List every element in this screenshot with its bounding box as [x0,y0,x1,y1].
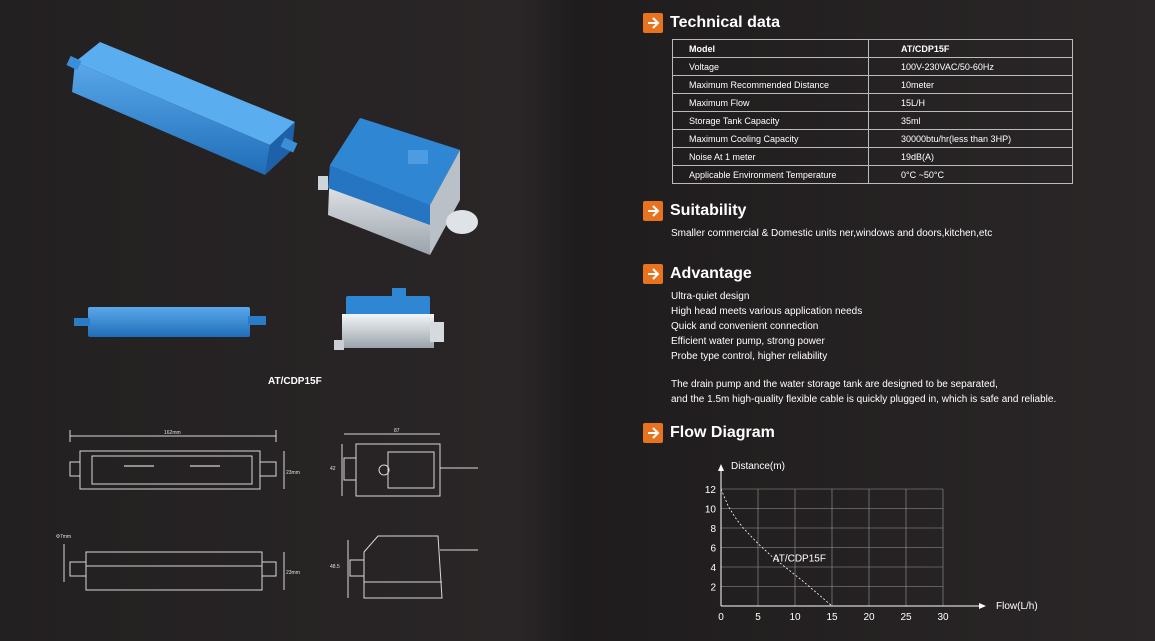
suitability-heading [643,201,746,221]
suitability-text: Smaller commercial & Domestic units ner,windows and doors,kitchen,etc [671,228,993,239]
product-illustrations [0,0,565,636]
y-tick-label: 12 [704,485,716,496]
x-axis-label: Flow(L/h) [996,601,1038,612]
list-item: Quick and convenient connection [671,321,819,332]
paragraph-line: The drain pump and the water storage tank are designed to be separated, [671,379,998,390]
table-cell: Maximum Recommended Distance [673,76,869,94]
drawing-tank-top [342,434,478,496]
chart-ticks [705,485,949,623]
section-title: Flow Diagram [670,424,775,441]
arrow-right-icon [643,264,663,284]
spec-panel [565,0,1155,636]
list-item: High head meets various application needs [671,306,863,317]
table-row [673,58,1073,76]
drawing-tank-side [348,536,478,598]
drawing-pump-top [70,430,284,489]
list-item: Efficient water pump, strong power [671,336,825,347]
x-tick-label: 20 [863,612,875,623]
y-axis-arrow-icon [718,464,724,471]
drawing-pump-side [64,544,284,590]
table-cell: Applicable Environment Temperature [673,166,869,184]
dim-label: 162mm [164,430,181,436]
x-tick-label: 30 [937,612,949,623]
table-row [673,76,1073,94]
dim-label: 48.5 [330,564,340,570]
table-cell: 35ml [869,112,1073,130]
chart-grid [721,489,943,606]
dim-label: 87 [394,428,400,434]
table-cell: Voltage [673,58,869,76]
table-row [673,148,1073,166]
table-cell: Maximum Cooling Capacity [673,130,869,148]
section-title: Suitability [670,202,747,219]
x-axis-arrow-icon [979,603,986,609]
tank-side-image [334,288,444,350]
table-cell: Storage Tank Capacity [673,112,869,130]
product-panel [0,0,565,636]
table-cell: 19dB(A) [869,148,1073,166]
y-tick-label: 10 [704,504,716,516]
dim-label: 42 [330,466,336,472]
x-tick-label: 0 [718,612,724,623]
advantage-list [671,289,862,364]
table-cell: 30000btu/hr(less than 3HP) [869,130,1073,148]
arrow-right-icon [643,13,663,33]
x-tick-label: 5 [755,612,761,623]
table-cell: 10meter [869,76,1073,94]
table-cell: AT/CDP15F [869,40,1073,58]
technical-table [672,39,1073,184]
y-axis-label: Distance(m) [731,461,785,472]
y-tick-label: 2 [710,582,716,594]
x-tick-label: 10 [789,612,801,623]
table-row [673,166,1073,184]
dim-label: 23mm [286,570,300,576]
pump-side-image [74,307,266,337]
arrow-right-icon [643,423,663,443]
table-cell: 100V-230VAC/50-60Hz [869,58,1073,76]
table-cell: 15L/H [869,94,1073,112]
section-title: Technical data [670,14,780,31]
table-cell: 0°C ~50°C [869,166,1073,184]
table-cell: Noise At 1 meter [673,148,869,166]
advantage-heading [643,264,752,284]
table-cell: Model [673,40,869,58]
list-item: Ultra-quiet design [671,291,750,302]
paragraph-line: and the 1.5m high-quality flexible cable is quickly plugged in, which is safe and reliable. [671,394,1057,405]
dim-label: 23mm [286,470,300,476]
tank-3d-image [318,118,478,255]
x-tick-label: 15 [826,612,838,623]
series-label: AT/CDP15F [772,553,826,565]
dim-label: Φ7mm [56,534,72,540]
x-tick-label: 25 [900,612,912,623]
list-item: Probe type control, higher reliability [671,351,828,362]
table-row [673,112,1073,130]
y-tick-label: 4 [710,563,716,574]
y-tick-label: 6 [710,543,716,555]
table-row [673,130,1073,148]
section-title: Advantage [670,265,752,282]
table-row [673,40,1073,58]
arrow-right-icon [643,201,663,221]
model-label: AT/CDP15F [268,376,322,387]
technical-heading [643,13,780,33]
table-row [673,94,1073,112]
pump-3d-image [66,42,297,175]
flow-chart [700,452,1080,627]
flow-heading [643,423,775,443]
y-tick-label: 8 [710,524,716,535]
table-cell: Maximum Flow [673,94,869,112]
advantage-paragraph [671,377,1056,407]
